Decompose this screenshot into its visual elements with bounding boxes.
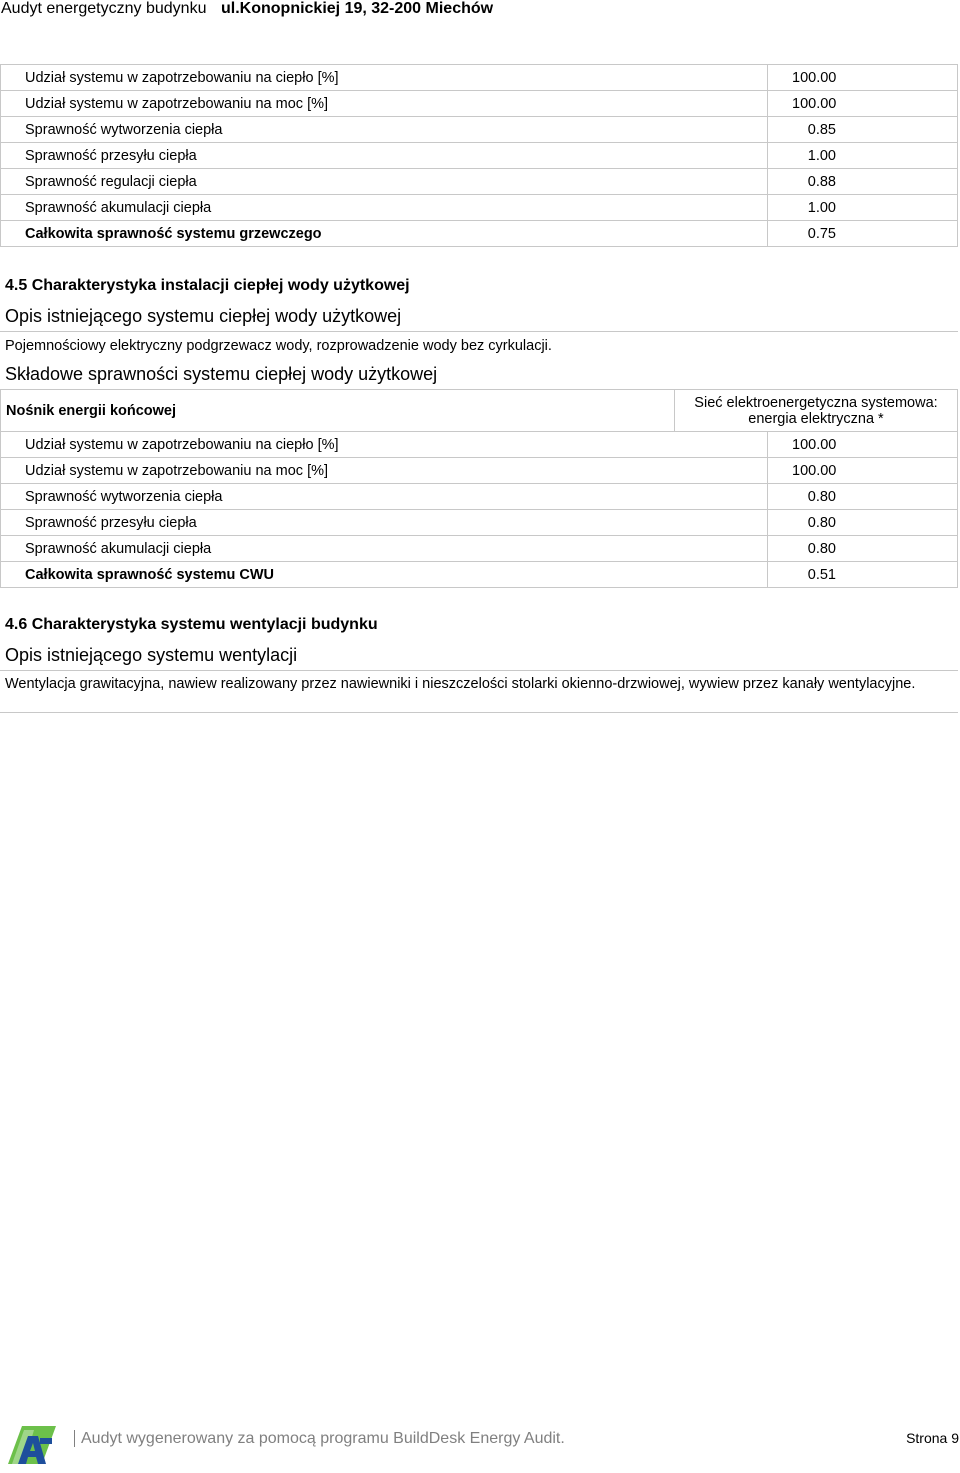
row-value-cell	[768, 117, 958, 143]
table-row	[1, 484, 958, 510]
table-row	[1, 390, 958, 432]
row-value-cell	[768, 169, 958, 195]
table-row	[1, 117, 958, 143]
row-value: 100.00	[792, 69, 837, 86]
dhw-efficiency-table	[0, 431, 958, 588]
row-value: 1.00	[807, 199, 836, 216]
subsection-title: Opis istniejącego systemu wentylacji	[5, 645, 298, 665]
table-row	[1, 143, 958, 169]
table-row	[1, 91, 958, 117]
row-label: Sprawność akumulacji ciepła	[1, 195, 768, 221]
footer-generated-text: Audyt wygenerowany za pomocą programu BuildDesk Energy Audit.	[74, 1430, 565, 1447]
table-row	[1, 510, 958, 536]
divider	[0, 331, 958, 332]
row-label: Sprawność wytworzenia ciepła	[1, 484, 768, 510]
heating-efficiency-table	[0, 64, 958, 247]
carrier-value: Sieć elektroenergetyczna systemowa: energia elektryczna *	[675, 390, 958, 432]
row-label: Sprawność regulacji ciepła	[1, 169, 768, 195]
row-value: 0.80	[807, 540, 836, 557]
row-label: Udział systemu w zapotrzebowaniu na ciepło [%]	[1, 432, 768, 458]
table-row	[1, 169, 958, 195]
table-row	[1, 195, 958, 221]
section-title: 4.6 Charakterystyka systemu wentylacji budynku	[5, 616, 378, 633]
page-header	[0, 0, 960, 24]
table-row-total	[1, 562, 958, 588]
page-number: Strona 9	[906, 1430, 959, 1446]
description-text: Pojemnościowy elektryczny podgrzewacz wody, rozprowadzenie wody bez cyrkulacji.	[5, 338, 552, 354]
row-label: Całkowita sprawność systemu grzewczego	[1, 221, 768, 247]
row-label: Udział systemu w zapotrzebowaniu na ciepło [%]	[1, 65, 768, 91]
carrier-table	[0, 389, 958, 432]
row-label: Sprawność wytworzenia ciepła	[1, 117, 768, 143]
divider	[0, 712, 958, 713]
row-value-cell	[768, 536, 958, 562]
row-label: Całkowita sprawność systemu CWU	[1, 562, 768, 588]
row-value: 0.80	[807, 514, 836, 531]
row-value-cell	[768, 562, 958, 588]
row-value-cell	[768, 91, 958, 117]
table-row	[1, 432, 958, 458]
row-label: Udział systemu w zapotrzebowaniu na moc [%]	[1, 458, 768, 484]
row-value-cell	[768, 65, 958, 91]
description-text: Wentylacja grawitacyjna, nawiew realizowany przez nawiewniki i nieszczelości stolarki okienno-drzwiowej, wywiew przez kanały wentylacyjne.	[5, 676, 916, 692]
row-value: 100.00	[792, 462, 837, 479]
subsection-title: Składowe sprawności systemu ciepłej wody użytkowej	[5, 364, 438, 384]
row-value-cell	[768, 143, 958, 169]
table-row	[1, 458, 958, 484]
row-label: Udział systemu w zapotrzebowaniu na moc [%]	[1, 91, 768, 117]
building-address: ul.Konopnickiej 19, 32-200 Miechów	[221, 0, 494, 17]
section-title: 4.5 Charakterystyka instalacji ciepłej wody użytkowej	[5, 277, 410, 294]
row-label: Sprawność przesyłu ciepła	[1, 143, 768, 169]
document-title: Audyt energetyczny budynku	[1, 0, 207, 17]
row-value: 100.00	[792, 436, 837, 453]
row-value: 100.00	[792, 95, 837, 112]
row-value-cell	[768, 221, 958, 247]
table-row-total	[1, 221, 958, 247]
row-value: 0.88	[807, 173, 836, 190]
table-row	[1, 65, 958, 91]
subsection-title: Opis istniejącego systemu ciepłej wody użytkowej	[5, 306, 402, 326]
row-value: 1.00	[807, 147, 836, 164]
carrier-label: Nośnik energii końcowej	[1, 390, 675, 432]
row-value-cell	[768, 484, 958, 510]
row-value: 0.85	[807, 121, 836, 138]
row-value-cell	[768, 432, 958, 458]
builddesk-logo-icon	[4, 1424, 56, 1468]
table-row	[1, 536, 958, 562]
footer-generated-by	[74, 1430, 565, 1448]
row-value: 0.80	[807, 488, 836, 505]
row-label: Sprawność przesyłu ciepła	[1, 510, 768, 536]
row-value-cell	[768, 195, 958, 221]
row-value: 0.51	[807, 566, 836, 583]
divider	[0, 670, 958, 671]
row-value-cell	[768, 510, 958, 536]
row-value-cell	[768, 458, 958, 484]
row-value: 0.75	[807, 225, 836, 242]
row-label: Sprawność akumulacji ciepła	[1, 536, 768, 562]
